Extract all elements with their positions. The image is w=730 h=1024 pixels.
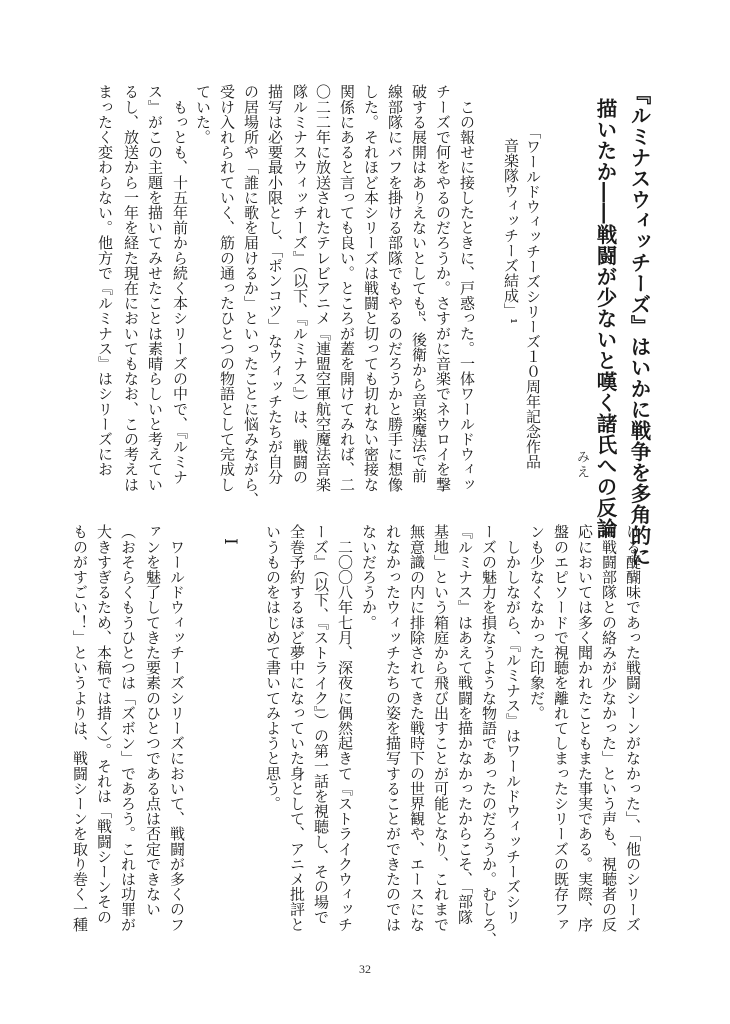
body-column: もっとも、十五年前から続く本シリーズの中で、『ルミナ	[171, 84, 189, 485]
body-column: 全巻予約するほど夢中になっていた身として、アニメ批評と	[288, 524, 306, 932]
author-name: みえ	[574, 450, 589, 480]
body-column: 大きすぎるため、本稿では措く）。それは「戦闘シーンその	[95, 524, 113, 925]
body-column: ス』がこの主題を描いてみせたことは素晴らしいと考えてい	[146, 84, 164, 492]
body-column: 線部隊にバフを掛ける部隊でもやるのだろうかと勝手に想像	[386, 84, 404, 492]
body-column: るし、放送から一年を経た現在においてもなお、この考えは	[122, 84, 140, 492]
body-column: ないだろうか。	[360, 524, 378, 630]
body-column: 『ルミナス』はあえて戦闘を描かなかったからこそ、「部隊	[456, 524, 474, 925]
body-column: 応においては多く聞かれたこともまた事実である。実際、序	[576, 524, 594, 932]
body-column: しかしながら、『ルミナス』はワールドウィッチーズシリ	[504, 524, 522, 925]
body-column: いうものをはじめて書いてみようと思う。	[264, 524, 282, 811]
body-column: の居場所や「誰に歌を届けるか」といったことに悩みながら、	[242, 84, 260, 507]
body-column: 基地」という箱庭から飛び出すことが可能となり、これまで	[432, 524, 450, 932]
section-heading: I	[220, 538, 240, 545]
body-column: ーズ』（以下、『ストライク』）の第一話を視聴し、その場で	[312, 524, 330, 925]
body-column: 〇二二年に放送されたテレビアニメ『連盟空軍航空魔法音楽	[314, 84, 332, 492]
body-column: ていた。	[194, 84, 212, 145]
subtitle-line-2: 音楽隊ウィッチーズ結成」¹	[502, 138, 520, 325]
body-column: チーズで何をやるのだろうか。さすがに音楽でネウロイを撃	[434, 84, 452, 492]
body-column: この報せに接したときに、戸惑った。一体ワールドウィッ	[458, 84, 476, 492]
body-column: れなかったウィッチたちの姿を描写することができたのでは	[384, 524, 402, 932]
body-column: 二〇〇八年七月、深夜に偶然起きて『ストライクウィッチ	[336, 524, 354, 932]
subtitle-line-1: 「ワールドウィッチーズシリーズ１０周年記念作品	[524, 124, 542, 469]
body-column: ァンを魅了してきた要素のひとつである点は否定できない	[144, 524, 162, 917]
article-title-line-1: 『ルミナスウィッチーズ』はいかに戦争を多角的に	[627, 84, 651, 567]
body-column: 関係にあると言っても良い。ところが蓋を開けてみれば、二	[338, 84, 356, 492]
body-column: 無意識の内に排除されてきた戦時下の世界観や、エースにな	[408, 524, 426, 932]
body-column: （おそらくもうひとつは「ズボン」であろう。これは功罪が	[119, 524, 137, 932]
body-column: まったく変わらない。他方で『ルミナス』はシリーズにお	[96, 84, 114, 477]
body-column: 描写は必要最小限とし、「ポンコツ」なウィッチたちが自分	[266, 84, 284, 485]
body-column: ンも少なくなかった印象だ。	[528, 524, 546, 721]
body-column: ーズの魅力を損なうような物語であったのだろうか。むしろ、	[480, 524, 498, 947]
body-column: ものがすごい！」というよりは、戦闘シーンを取り巻く一種	[71, 524, 89, 932]
article-title-line-2: 描いたか――戦闘が少ないと嘆く諸氏への反論	[593, 98, 617, 539]
body-column: した。それほど本シリーズは戦闘と切っても切れない密接な	[362, 84, 380, 492]
body-column: 受け入れられていく、筋の通ったひとつの物語として完成し	[218, 84, 236, 492]
body-column: 破する展開はありえないとしても²、後衛から音楽魔法で前	[410, 84, 428, 483]
body-column: 盤のエピソードで視聴を離れてしまったシリーズの既存ファ	[552, 524, 570, 932]
body-column: ワールドウィッチーズシリーズにおいて、戦闘が多くのフ	[168, 524, 186, 932]
body-column: の戦闘部隊との絡みが少なかった」という声も、視聴者の反	[600, 524, 618, 932]
body-column: 隊ルミナスウィッチーズ』（以下、『ルミナス』）は、戦闘の	[291, 84, 309, 485]
body-column: ける醍醐味であった戦闘シーンがなかった」、「他のシリーズ	[624, 524, 642, 932]
page-number: 32	[359, 962, 371, 976]
